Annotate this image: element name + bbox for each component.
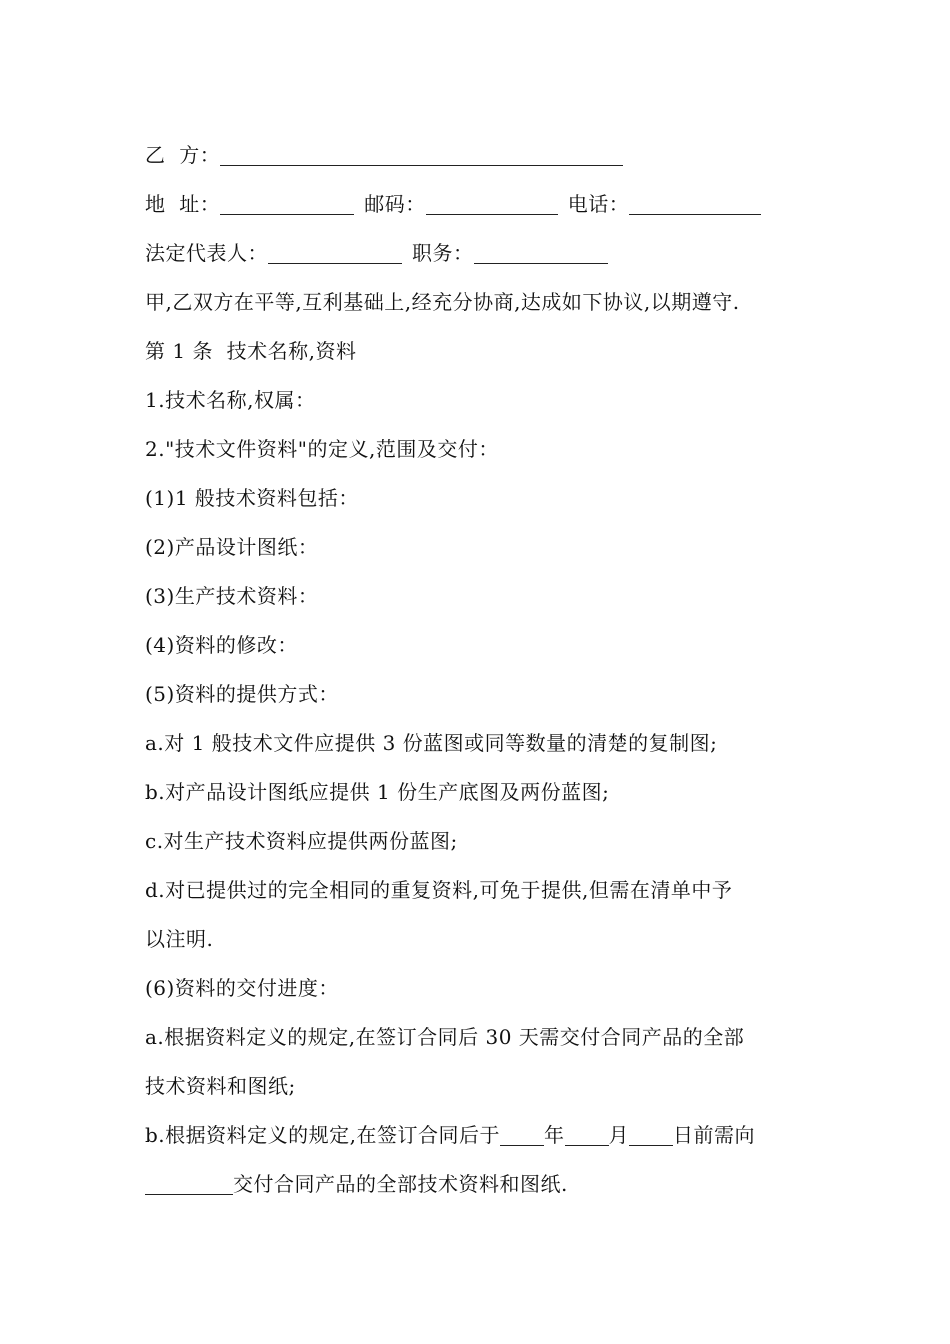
day-suffix: 日前需向 [673,1123,756,1147]
recipient-blank[interactable] [145,1193,233,1195]
sub-item-6b-text-2: 交付合同产品的全部技术资料和图纸. [233,1172,568,1196]
position-label: 职务： [412,241,474,265]
sub-item-1: (1)1 般技术资料包括： [145,486,359,510]
sub-item-6b-line-1 [145,1111,815,1160]
phone-label: 电话： [567,192,630,216]
party-b-line [145,131,815,180]
contract-body [145,131,815,1209]
sub-item-4: (4)资料的修改： [145,633,298,657]
sub-item-3: (3)生产技术资料： [145,584,319,608]
item-2: 2."技术文件资料"的定义,范围及交付： [145,437,499,461]
address-label: 地 址： [145,192,221,216]
party-b-label: 乙 方： [145,143,221,167]
sub-item-6a-line-1: a.根据资料定义的规定,在签订合同后 30 天需交付合同产品的全部 [145,1025,745,1049]
representative-line [145,229,815,278]
address-line [145,180,815,229]
representative-label: 法定代表人： [145,241,268,265]
intro-paragraph: 甲,乙双方在平等,互利基础上,经充分协商,达成如下协议,以期遵守. [145,290,740,314]
sub-item-5a: a.对 1 般技术文件应提供 3 份蓝图或同等数量的清楚的复制图; [145,731,718,755]
sub-item-5: (5)资料的提供方式： [145,682,339,706]
sub-item-5c: c.对生产技术资料应提供两份蓝图; [145,829,458,853]
party-b-blank[interactable] [220,164,623,166]
year-blank[interactable] [500,1144,544,1146]
day-blank[interactable] [629,1144,673,1146]
sub-item-6a-line-2: 技术资料和图纸; [145,1074,296,1098]
item-1: 1.技术名称,权属： [145,388,316,412]
sub-item-6b-line-2 [145,1160,815,1209]
month-label: 月 [608,1123,630,1147]
sub-item-2: (2)产品设计图纸： [145,535,319,559]
article-1-title: 第 1 条 技术名称,资料 [145,339,357,363]
phone-blank[interactable] [629,213,761,215]
postcode-blank[interactable] [426,213,558,215]
representative-blank[interactable] [268,262,402,264]
position-blank[interactable] [474,262,608,264]
year-label: 年 [544,1123,565,1147]
postcode-label: 邮码： [364,192,426,216]
month-blank[interactable] [565,1144,609,1146]
sub-item-6: (6)资料的交付进度： [145,976,339,1000]
sub-item-5d-line-1: d.对已提供过的完全相同的重复资料,可免于提供,但需在清单中予 [145,878,733,902]
sub-item-6b-text: b.根据资料定义的规定,在签订合同后于 [145,1123,501,1147]
sub-item-5b: b.对产品设计图纸应提供 1 份生产底图及两份蓝图; [145,780,610,804]
sub-item-5d-line-2: 以注明. [145,927,214,951]
address-blank[interactable] [220,213,354,215]
